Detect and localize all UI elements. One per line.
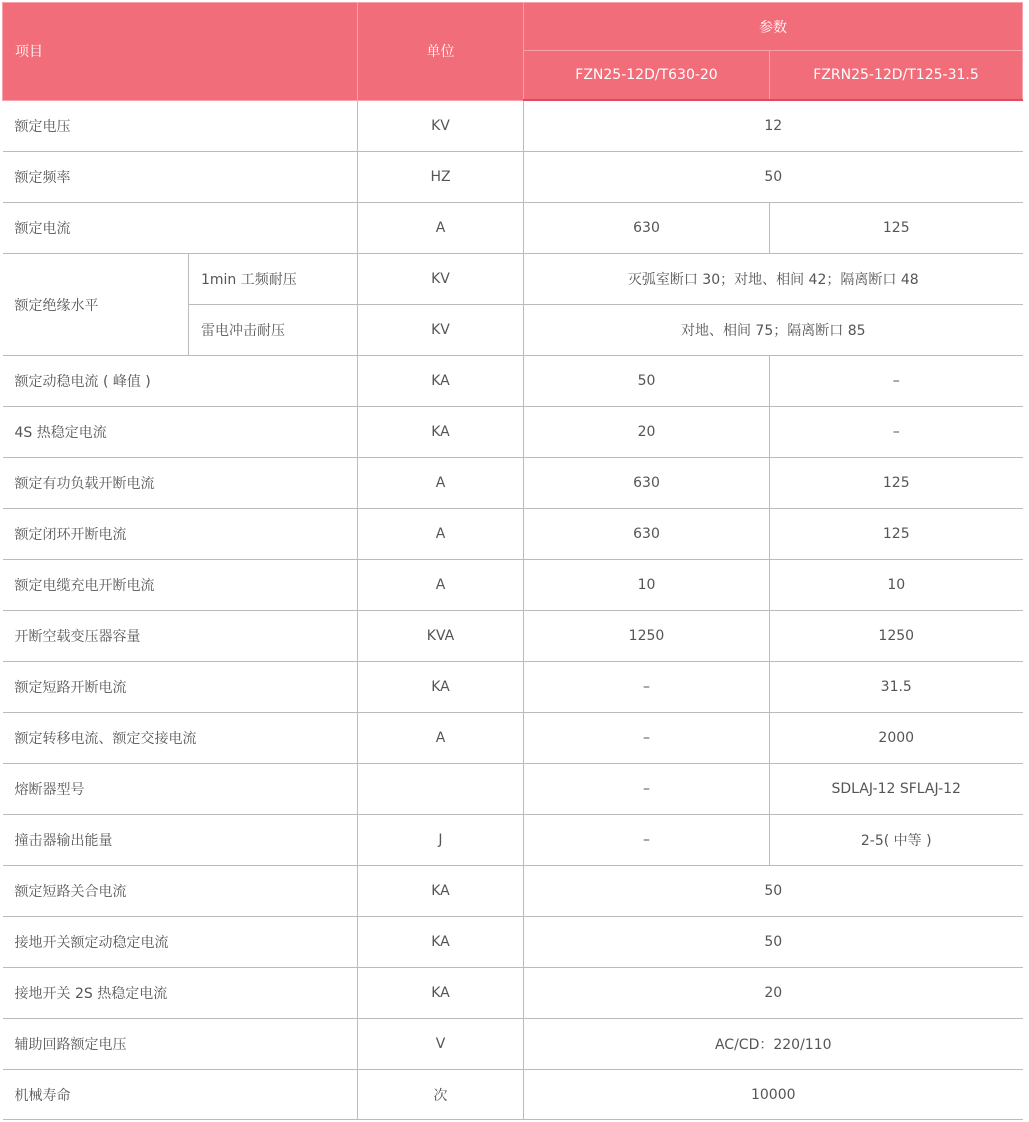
row-value: 50 bbox=[524, 866, 1023, 917]
row-unit: KV bbox=[358, 305, 524, 356]
row-name: 额定短路关合电流 bbox=[3, 866, 358, 917]
table-row bbox=[3, 356, 1023, 407]
row-unit: KA bbox=[358, 407, 524, 458]
table-row bbox=[3, 509, 1023, 560]
row-unit: 次 bbox=[358, 1070, 524, 1120]
row-value-a: – bbox=[524, 764, 770, 815]
table-row bbox=[3, 713, 1023, 764]
row-unit: KA bbox=[358, 662, 524, 713]
row-value-b: 31.5 bbox=[770, 662, 1023, 713]
spec-table-container bbox=[2, 2, 1023, 1120]
row-value-a: – bbox=[524, 713, 770, 764]
row-value-a: 50 bbox=[524, 356, 770, 407]
row-unit: J bbox=[358, 815, 524, 866]
header-item: 项目 bbox=[3, 3, 358, 101]
table-row bbox=[3, 100, 1023, 152]
row-unit: A bbox=[358, 713, 524, 764]
row-unit: KV bbox=[358, 100, 524, 152]
table-row bbox=[3, 968, 1023, 1019]
row-value-a: 10 bbox=[524, 560, 770, 611]
row-value-b: 125 bbox=[770, 203, 1023, 254]
row-name: 额定电缆充电开断电流 bbox=[3, 560, 358, 611]
row-unit: HZ bbox=[358, 152, 524, 203]
row-name: 机械寿命 bbox=[3, 1070, 358, 1120]
row-name: 额定电流 bbox=[3, 203, 358, 254]
row-value-b: 2-5( 中等 ) bbox=[770, 815, 1023, 866]
table-row bbox=[3, 407, 1023, 458]
header-model-b: FZRN25-12D/T125-31.5 bbox=[770, 51, 1023, 101]
row-value-b: 125 bbox=[770, 458, 1023, 509]
row-unit: A bbox=[358, 203, 524, 254]
table-row bbox=[3, 458, 1023, 509]
table-row bbox=[3, 662, 1023, 713]
row-name: 额定短路开断电流 bbox=[3, 662, 358, 713]
row-name: 接地开关 2S 热稳定电流 bbox=[3, 968, 358, 1019]
row-unit: A bbox=[358, 509, 524, 560]
row-value-a: – bbox=[524, 662, 770, 713]
table-row bbox=[3, 1019, 1023, 1070]
row-name: 额定频率 bbox=[3, 152, 358, 203]
row-name: 额定电压 bbox=[3, 100, 358, 152]
table-row bbox=[3, 203, 1023, 254]
row-value-b: 2000 bbox=[770, 713, 1023, 764]
row-unit: KA bbox=[358, 968, 524, 1019]
table-row bbox=[3, 560, 1023, 611]
table-row bbox=[3, 152, 1023, 203]
row-name: 额定转移电流、额定交接电流 bbox=[3, 713, 358, 764]
row-name: 额定动稳电流 ( 峰值 ) bbox=[3, 356, 358, 407]
table-body bbox=[3, 100, 1023, 1120]
table-header bbox=[3, 3, 1023, 101]
row-value-a: 20 bbox=[524, 407, 770, 458]
row-group-name: 额定绝缘水平 bbox=[3, 254, 189, 356]
row-unit: A bbox=[358, 458, 524, 509]
row-name: 接地开关额定动稳定电流 bbox=[3, 917, 358, 968]
row-value-b: – bbox=[770, 356, 1023, 407]
row-name: 熔断器型号 bbox=[3, 764, 358, 815]
row-value: 10000 bbox=[524, 1070, 1023, 1120]
table-row bbox=[3, 866, 1023, 917]
row-value-b: 10 bbox=[770, 560, 1023, 611]
row-name: 额定有功负载开断电流 bbox=[3, 458, 358, 509]
table-row bbox=[3, 611, 1023, 662]
row-subname: 1min 工频耐压 bbox=[189, 254, 358, 305]
row-value-b: SDLAJ-12 SFLAJ-12 bbox=[770, 764, 1023, 815]
table-row bbox=[3, 764, 1023, 815]
table-row bbox=[3, 254, 1023, 305]
row-value-a: – bbox=[524, 815, 770, 866]
row-name: 开断空载变压器容量 bbox=[3, 611, 358, 662]
row-value-a: 630 bbox=[524, 458, 770, 509]
table-row bbox=[3, 815, 1023, 866]
row-unit bbox=[358, 764, 524, 815]
row-value: 50 bbox=[524, 152, 1023, 203]
row-unit: KA bbox=[358, 917, 524, 968]
row-value-a: 1250 bbox=[524, 611, 770, 662]
row-value: 12 bbox=[524, 100, 1023, 152]
spec-table bbox=[2, 2, 1023, 1120]
table-row bbox=[3, 1070, 1023, 1120]
row-name: 辅助回路额定电压 bbox=[3, 1019, 358, 1070]
row-value: 灭弧室断口 30；对地、相间 42；隔离断口 48 bbox=[524, 254, 1023, 305]
row-value: 50 bbox=[524, 917, 1023, 968]
row-unit: KA bbox=[358, 356, 524, 407]
row-unit: KA bbox=[358, 866, 524, 917]
row-value-b: 1250 bbox=[770, 611, 1023, 662]
header-params: 参数 bbox=[524, 3, 1023, 51]
row-name: 4S 热稳定电流 bbox=[3, 407, 358, 458]
row-value-b: – bbox=[770, 407, 1023, 458]
header-unit: 单位 bbox=[358, 3, 524, 101]
row-unit: A bbox=[358, 560, 524, 611]
row-unit: KV bbox=[358, 254, 524, 305]
row-value: 20 bbox=[524, 968, 1023, 1019]
row-value: 对地、相间 75；隔离断口 85 bbox=[524, 305, 1023, 356]
row-unit: V bbox=[358, 1019, 524, 1070]
row-name: 额定闭环开断电流 bbox=[3, 509, 358, 560]
row-name: 撞击器输出能量 bbox=[3, 815, 358, 866]
row-value-a: 630 bbox=[524, 509, 770, 560]
row-value: AC/CD：220/110 bbox=[524, 1019, 1023, 1070]
table-row bbox=[3, 917, 1023, 968]
row-subname: 雷电冲击耐压 bbox=[189, 305, 358, 356]
header-model-a: FZN25-12D/T630-20 bbox=[524, 51, 770, 101]
row-unit: KVA bbox=[358, 611, 524, 662]
row-value-b: 125 bbox=[770, 509, 1023, 560]
row-value-a: 630 bbox=[524, 203, 770, 254]
